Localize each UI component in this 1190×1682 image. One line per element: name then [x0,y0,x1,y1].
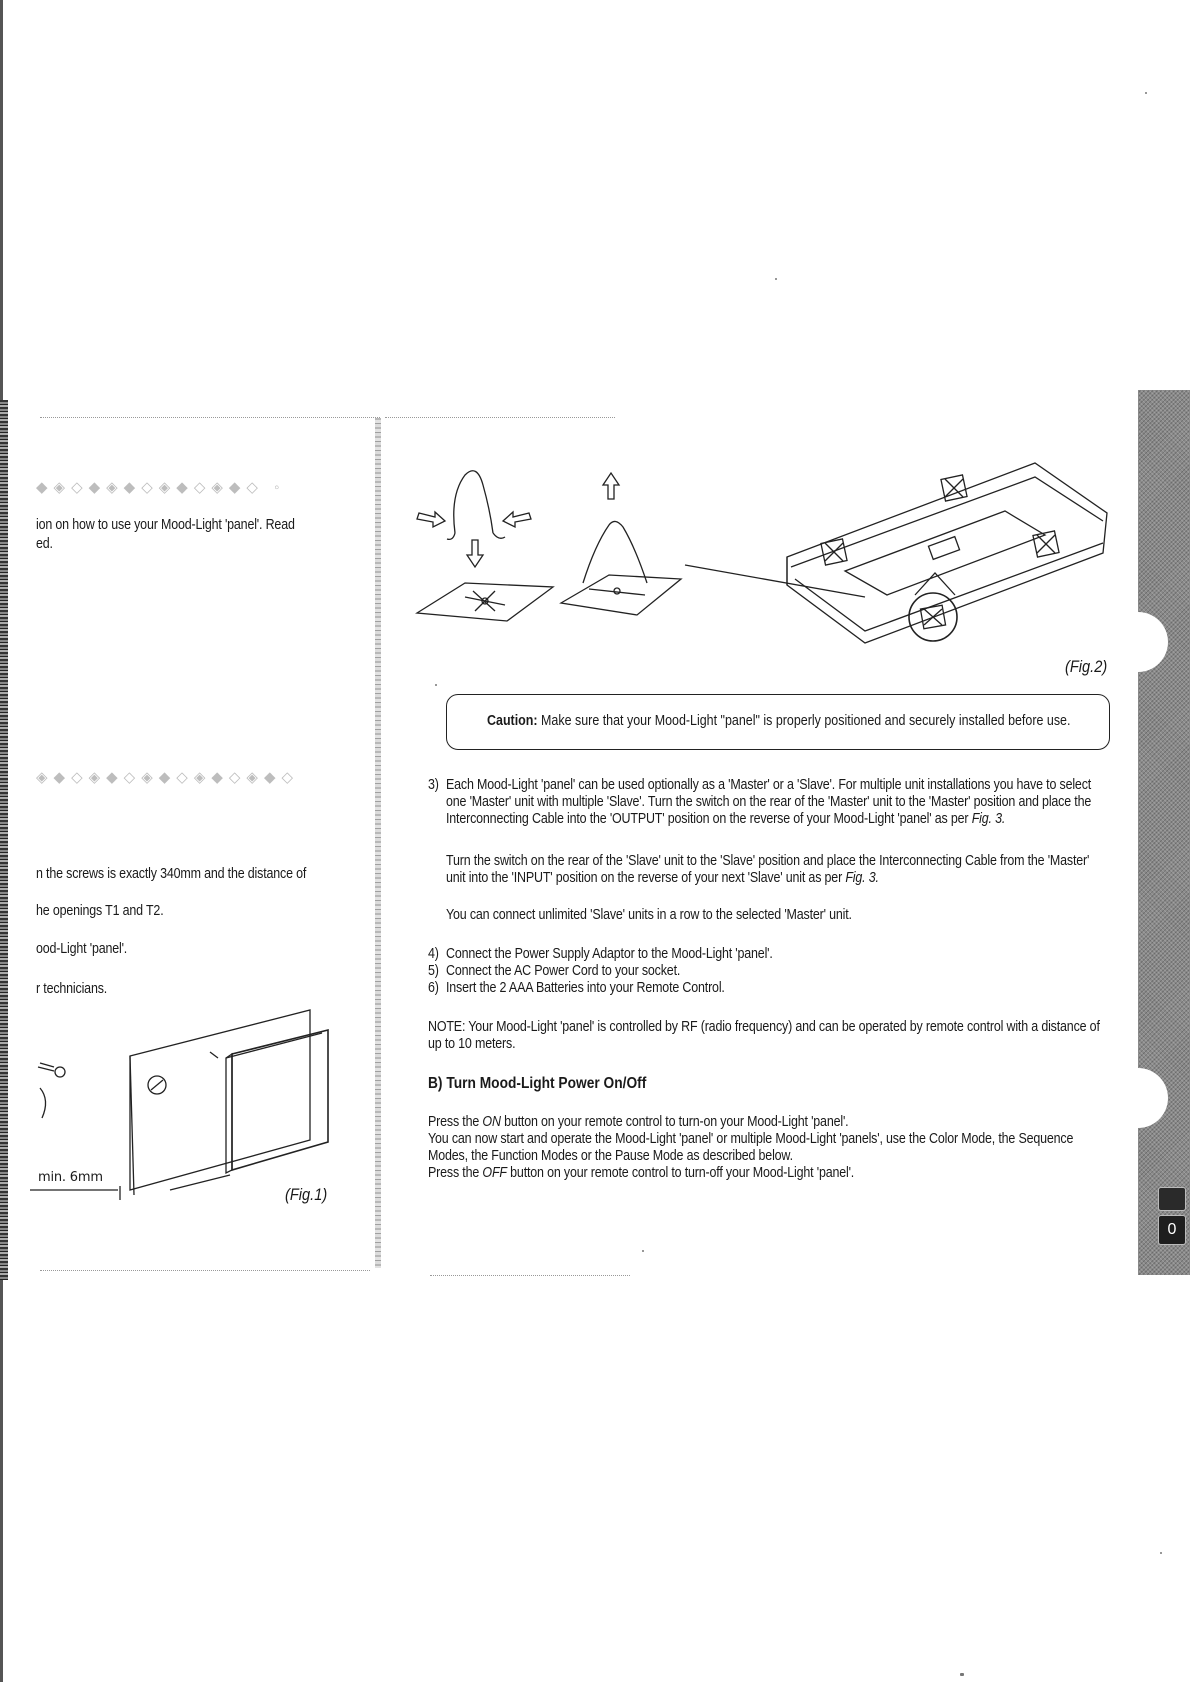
item-4-text: Connect the Power Supply Adaptor to the Mood-Light 'panel'. [446,946,773,962]
item-5-text: Connect the AC Power Cord to your socket. [446,963,681,979]
section-b-line-3-post: button on your remote control to turn-off your Mood-Light 'panel'. [510,1165,855,1181]
section-b-line-1-post: button on your remote control to turn-on your Mood-Light 'panel'. [504,1114,849,1130]
item-3-fig-ref: Fig. 3. [971,811,1006,827]
slave-paragraph [446,853,1106,887]
section-b-line-3-pre: Press the [428,1165,480,1181]
scan-speck [435,684,437,686]
item-3-body: Each Mood-Light 'panel' can be used optionally as a 'Master' or a 'Slave'. For multiple unit installations you have to select one 'Master' unit with multiple 'Slave'. Turn the switch on the rear of the 'Master' unit to the 'Master' position and place the Interconnecting Cable into the 'OUTPUT' position on the reverse of your Mood-Light 'panel' as per [446,777,1092,827]
left-screws-line: n the screws is exactly 340mm and the distance of [36,866,307,882]
section-b-heading: B) Turn Mood-Light Power On/Off [428,1075,647,1092]
top-rule-right [385,417,615,419]
bottom-rule-left [40,1270,370,1272]
note-paragraph: NOTE: Your Mood-Light 'panel' is controlled by RF (radio frequency) and can be operated by remote control with a distance of up to 10 meters. [428,1019,1100,1052]
section-b-line-2: You can now start and operate the Mood-Light 'panel' or multiple Mood-Light 'panels', use the Color Mode, the Sequence Modes, the Function Modes or the Pause Mode as described below. [428,1131,1074,1164]
column-divider [375,418,381,1268]
on-word: ON [482,1114,501,1130]
faded-heading-left: ◆◈◇◆◈◆◇◈◆◇◈◆◇ ◦ [36,479,286,496]
caution-label: Caution: [487,713,538,729]
caution-box [446,694,1110,750]
side-tab-top [1158,1187,1186,1211]
top-rule-left [40,417,380,419]
unlimited-paragraph: You can connect unlimited 'Slave' units in a row to the selected 'Master' unit. [446,907,852,923]
section-b-line-3 [428,1165,854,1182]
scan-speck [642,1250,644,1252]
caution-text [487,713,1070,729]
scan-grain-left [0,400,8,1280]
slave-paragraph-fig-ref: Fig. 3. [845,870,879,886]
item-6-number: 6) [428,980,439,996]
section-b-line-1 [428,1114,848,1131]
fig1-caption: (Fig.1) [285,1185,328,1204]
scan-speck [1160,1552,1162,1554]
section-b-line-1-pre: Press the [428,1114,480,1130]
fig2-caption: (Fig.2) [1065,657,1108,676]
left-technicians-line: r technicians. [36,981,108,997]
side-tab: 0 [1158,1215,1186,1245]
fig2-stand-drawing [395,455,1115,675]
item-4-number: 4) [428,946,439,962]
item-3-text [446,777,1106,828]
item-3-number: 3) [428,777,439,793]
item-5-number: 5) [428,963,439,979]
item-6-text: Insert the 2 AAA Batteries into your Remote Control. [446,980,725,996]
slave-paragraph-body: Turn the switch on the rear of the 'Slave' unit to the 'Slave' position and place the Interconnecting Cable from the 'Master' unit into the 'INPUT' position on the reverse of your next 'Slave' unit as per [446,853,1090,886]
off-word: OFF [482,1165,507,1181]
scan-speck [960,1673,964,1676]
side-strip [1138,390,1190,1275]
left-openings-line: he openings T1 and T2. [36,903,164,919]
scan-speck [775,278,777,280]
faded-heading-left-2: ◈◆◇◈◆◇◈◆◇◈◆◇◈◆◇ [36,769,300,786]
left-intro-line-1: ion on how to use your Mood-Light 'panel'. Read [36,517,295,533]
left-intro-line-2: ed. [36,536,53,552]
fig1-min-label: min. 6mm [38,1170,103,1185]
bottom-rule-right [430,1275,630,1277]
caution-message: Make sure that your Mood-Light "panel" is properly positioned and securely installed before use. [541,713,1071,729]
left-panel-line: ood-Light 'panel'. [36,941,128,957]
scan-speck [1145,92,1147,94]
